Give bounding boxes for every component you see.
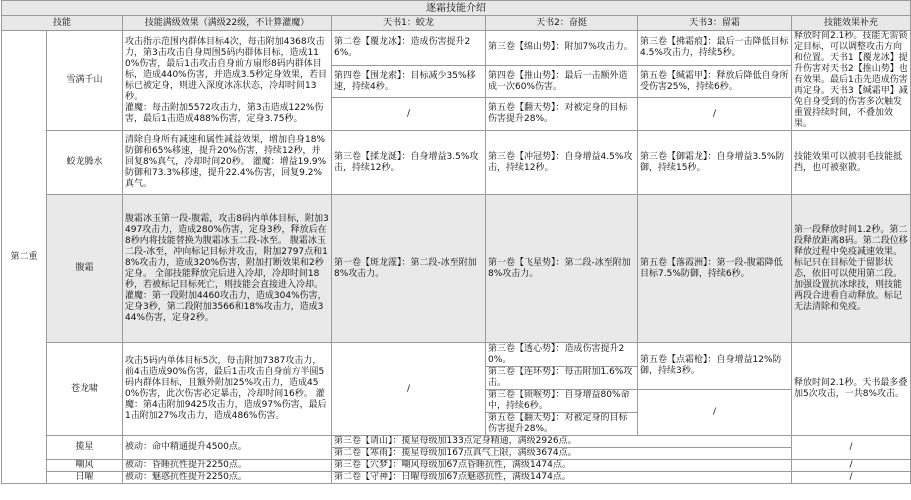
skill-name: 嘲风 (47, 460, 123, 472)
tianshu3-cell: 第五卷【落霞洲】：第一段-腹霜降低目标7.5%防御，持续6秒。 (638, 195, 792, 343)
tianshu3-cell: 第三卷【拂霜痕】：最后一击降低目标4.5%攻击力，持续5秒。 (638, 31, 792, 66)
skill-note: / (792, 436, 911, 460)
tianshu3-cell: 第三卷【御霜龙】：自身增益3.5%防御，持续15秒。 (638, 131, 792, 195)
header-note: 技能效果补充 (792, 16, 911, 31)
header-tianshu2: 天书2：奋挺 (486, 16, 638, 31)
skill-effect: 攻击5码内单体目标5次，每击附加7387攻击力，前4击造成90%伤害，最后1击攻击自身前方半圆5码内群体目标，且额外附加25%攻击力，造成450%伤害，此次伤害必定暴击，冷却时间16秒。 灌魔：第4击附加9425攻击力，造成97%伤害，最后1击附加27%攻击力，造成486%伤害。 (123, 343, 332, 436)
tianshu1-cell: 第三卷【揉龙涎】：自身增益3.5%攻击，持续12秒。 (332, 131, 486, 195)
skill-note: 第一段释放时间1.2秒。第二段释放距离8码。第二段位移释放过程中免疫减速效果。标记只在目标处于留影状态，依旧可以使用第二段。加强设置抗冰球技，则技能两段合进看自动释放。标记无法清除和免疫。 (792, 195, 911, 343)
tianshu1-cell: / (332, 98, 486, 131)
skill-note: 释放时间2.1秒。天书最多叠加5次攻击，一共8%攻击。 (792, 343, 911, 436)
tianshu3-cell: 第五卷【点霜枪】：自身增益12%防御，持续3秒。 (638, 343, 792, 390)
tianshu1-cell: 第一卷【斑龙霪】：第二段-冰至附加8%攻击力。 (332, 195, 486, 343)
tianshu3-cell: / (638, 390, 792, 436)
skill-note: 技能效果可以被羽毛技能抵挡，也可被驱散。 (792, 131, 911, 195)
skill-name: 蛟龙腾水 (47, 131, 123, 195)
skill-effect: 腹霜冰玉第一段-腹霜，攻击8码内单体目标，附加3497攻击力，造成280%伤害，定身3秒，释放后在8秒内将技能替换为腹霜冰玉二段-冰至。 腹霜冰玉二段-冰至，冲向标记目标并攻击，附加2797点和18%攻击力，造成320%伤害，附加打断效果和2秒定身。 全部技能释放完后进入冷却，冷却时间18秒，若被标记目标死亡，则技能会直接进入冷却。 灌魔：第一段附加4460攻击力，造成304%伤害，定身3秒，第二段附加3566和18%攻击力，造成344%伤害，定身2秒。 (123, 195, 332, 343)
tianshu3-cell: / (638, 98, 792, 131)
header-skill: 技能 (2, 16, 123, 31)
shared-tianshu-cell: 第三卷【穴梦】：嘲风每级加67点昏睡抗性，满级1474点。 (332, 460, 792, 472)
shared-tianshu-cell: 第二卷【寒雨】：揽星每级加167点真气上限，满级3674点。 (332, 448, 792, 460)
tianshu1-cell: 第四卷【围龙索】：目标减少35%移速，持续4秒。 (332, 65, 486, 98)
tianshu1-cell: / (332, 343, 486, 436)
skill-effect: 攻击指示范围内群体目标4次，每击附加4368攻击力，第3击攻击自身周围5码内群体目标，造成110%伤害，最后1击攻击自身前方扇形8码内群体目标，造成440%伤害，并造成3.5秒定身效果，若目标已被定身，则进入深度冰冻状态，冷却时间13秒。 灌魔：每击附加5572攻击力，第3击造成122%伤害，最后1击造成488%伤害，定身3.75秒。 (123, 31, 332, 131)
header-effect: 技能满级效果（满级22级，不计算灌魔） (123, 16, 332, 31)
header-tianshu1: 天书1：蛟龙 (332, 16, 486, 31)
level-label: 第二重 (2, 31, 47, 484)
skill-effect: 被动：昏睡抗性提升2250点。 (123, 460, 332, 472)
skill-name: 揽星 (47, 436, 123, 460)
tianshu2-cell: 第三卷【绵山势】：附加7%攻击力。 (486, 31, 638, 66)
skill-effect: 被动：魅惑抗性提升2250点。 (123, 472, 332, 484)
shared-tianshu-cell: 第三卷【请山】：揽星每级加133点定身精通，满级2926点。 (332, 436, 792, 448)
skill-name: 雪满千山 (47, 31, 123, 131)
skill-name: 日曜 (47, 472, 123, 484)
table-title: 逐霜技能介绍 (2, 1, 911, 16)
tianshu2-cell: 第三卷【连环势】：每击附加1.6%攻击。 (486, 367, 638, 390)
skill-effect: 清除自身所有减速和属性减益效果，增加自身18%防御和65%移速，提升20%伤害，持续12秒，并回复8%真气，冷却时间20秒。 灌魔：增益19.9%防御和73.3%移速，提升22.4%伤害，回复9.2%真气。 (123, 131, 332, 195)
skill-name: 苍龙啸 (47, 343, 123, 436)
tianshu2-cell: 第三卷【透心势】：造成伤害提升20%。 (486, 343, 638, 367)
tianshu2-cell: 第四卷【推山势】：最后一击额外造成一次60%伤害。 (486, 65, 638, 98)
tianshu1-cell: 第二卷【覆龙冰】：造成伤害提升26%。 (332, 31, 486, 66)
tianshu2-cell: 第三卷【锁喉势】：自身增益80%命中，持续6秒。 (486, 390, 638, 413)
tianshu3-cell: 第五卷【缄霜甲】：释放后降低自身所受伤害25%，持续6秒。 (638, 65, 792, 98)
skill-table (1, 0, 911, 484)
skill-note: / (792, 472, 911, 484)
tianshu2-cell: 第五卷【翻天势】：对被定身的目标伤害提升28%。 (486, 413, 638, 436)
header-tianshu3: 天书3：留霜 (638, 16, 792, 31)
skill-name: 腹霜 (47, 195, 123, 343)
shared-tianshu-cell: 第二卷【守神】：日曜每级加67点魅惑抗性，满级1474点。 (332, 472, 792, 484)
skill-effect: 被动：命中精通提升4500点。 (123, 436, 332, 460)
tianshu2-cell: 第五卷【翻天势】：对被定身的目标伤害提升28%。 (486, 98, 638, 131)
skill-note: 释放时间2.1秒。技能无需锁定目标，可以调整攻击方向和位置。天书1【覆龙冰】提升伤害对天书2【推山势】也有效果。最后1击先造成伤害再定身。天书3【缄霜甲】减免自身受到的伤害多次触发重置持续时间，不叠加效果。 (792, 31, 911, 131)
skill-note: / (792, 460, 911, 472)
tianshu2-cell: 第一卷【飞星势】：第二段-冰至附加8%攻击力。 (486, 195, 638, 343)
tianshu2-cell: 第三卷【冲冠势】：自身增益4.5%攻击，持续12秒。 (486, 131, 638, 195)
